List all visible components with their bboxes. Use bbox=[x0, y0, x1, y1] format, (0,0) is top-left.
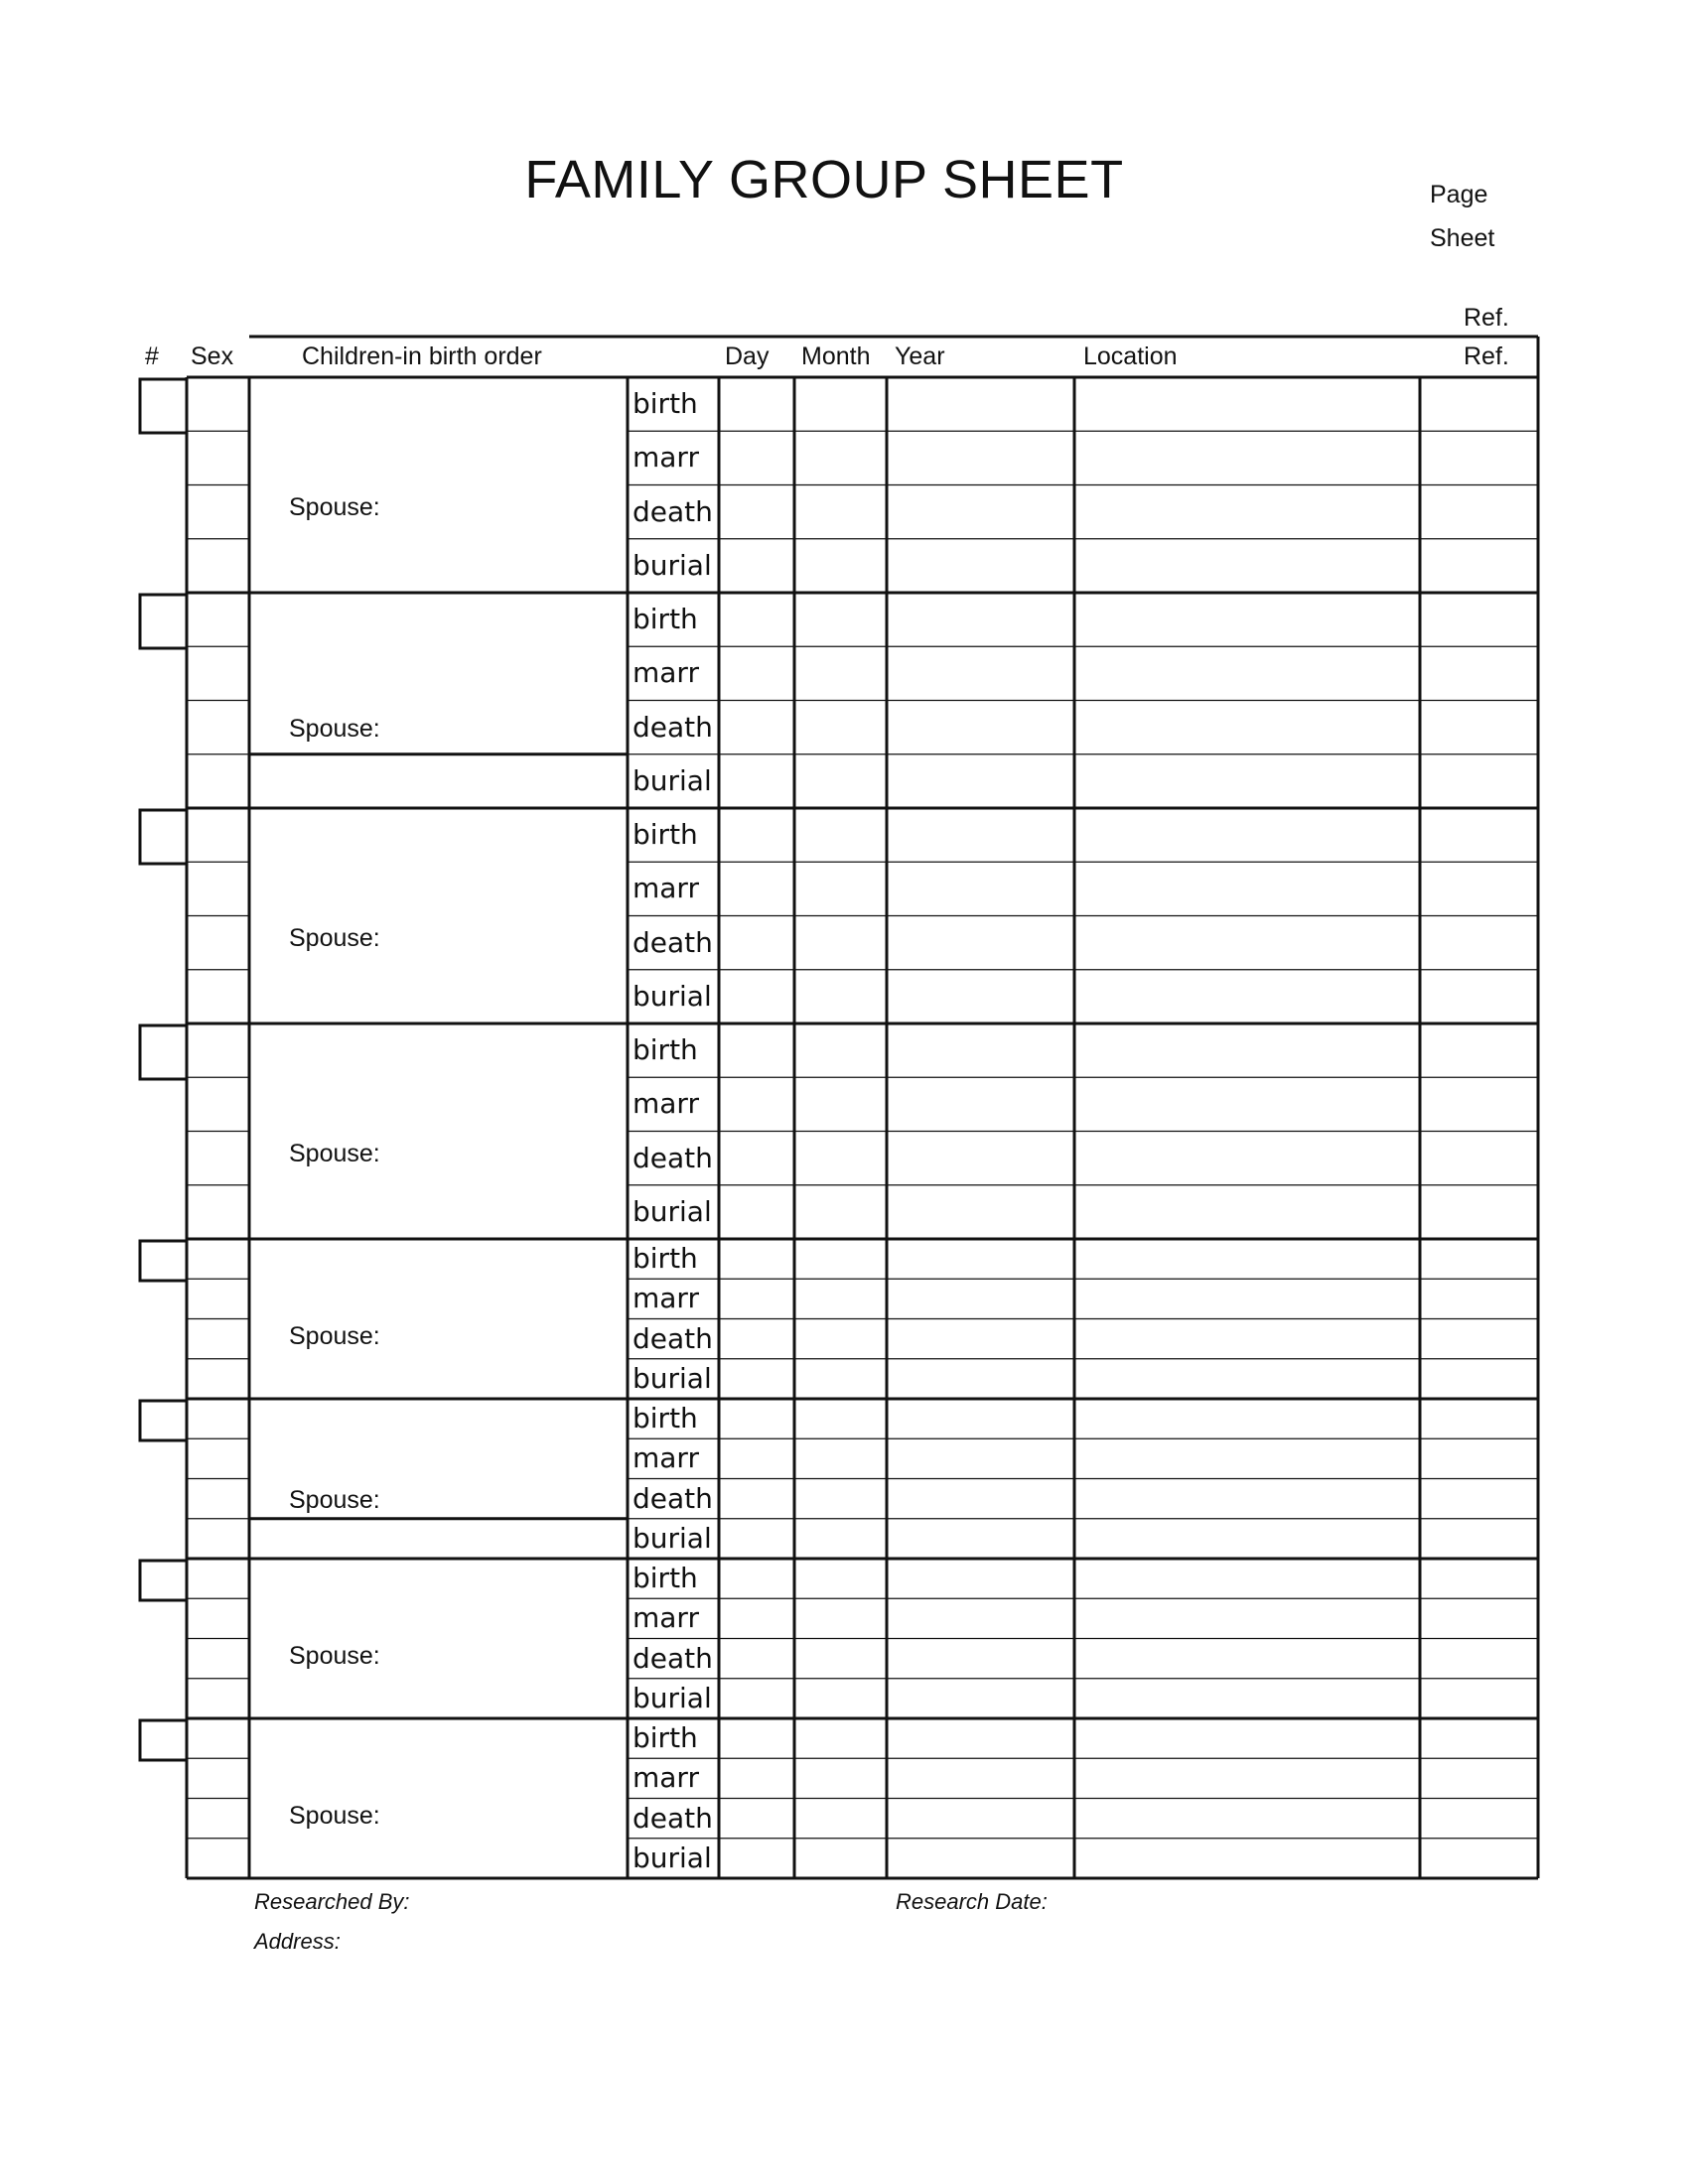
child-number-box[interactable] bbox=[140, 1561, 187, 1600]
column-header-year: Year bbox=[895, 342, 945, 370]
ref-label-top: Ref. bbox=[1464, 304, 1509, 332]
event-label-burial: burial bbox=[633, 1361, 712, 1395]
event-label-birth: birth bbox=[633, 603, 698, 636]
event-label-birth: birth bbox=[633, 1033, 698, 1067]
sheet-label: Sheet bbox=[1430, 224, 1495, 252]
event-label-burial: burial bbox=[633, 763, 712, 797]
column-header-number: # bbox=[145, 342, 159, 370]
event-label-burial: burial bbox=[633, 1681, 712, 1714]
page-label: Page bbox=[1430, 181, 1488, 208]
event-label-death: death bbox=[633, 1481, 713, 1515]
event-label-death: death bbox=[633, 1321, 713, 1355]
event-label-birth: birth bbox=[633, 1242, 698, 1276]
page-title: FAMILY GROUP SHEET bbox=[524, 150, 1124, 209]
column-header-children: Children-in birth order bbox=[302, 342, 542, 370]
child-number-box[interactable] bbox=[140, 1025, 187, 1079]
spouse-label: Spouse: bbox=[289, 1321, 380, 1350]
child-number-box[interactable] bbox=[140, 595, 187, 648]
spouse-label: Spouse: bbox=[289, 714, 380, 743]
event-label-death: death bbox=[633, 1641, 713, 1675]
event-label-birth: birth bbox=[633, 818, 698, 852]
event-label-birth: birth bbox=[633, 1562, 698, 1595]
event-label-death: death bbox=[633, 1141, 713, 1174]
column-header-ref: Ref. bbox=[1464, 342, 1509, 370]
column-header-month: Month bbox=[801, 342, 871, 370]
event-label-death: death bbox=[633, 1801, 713, 1835]
spouse-label: Spouse: bbox=[289, 1641, 380, 1670]
event-label-marr: marr bbox=[633, 1761, 699, 1795]
column-header-sex: Sex bbox=[191, 342, 234, 370]
event-label-marr: marr bbox=[633, 441, 699, 475]
event-label-burial: burial bbox=[633, 979, 712, 1013]
child-number-box[interactable] bbox=[140, 1401, 187, 1440]
column-header-day: Day bbox=[725, 342, 770, 370]
address-label: Address: bbox=[254, 1929, 341, 1954]
event-label-marr: marr bbox=[633, 1601, 699, 1635]
event-label-birth: birth bbox=[633, 1402, 698, 1435]
event-label-burial: burial bbox=[633, 1521, 712, 1555]
spouse-label: Spouse: bbox=[289, 924, 380, 953]
child-number-box[interactable] bbox=[140, 810, 187, 864]
event-label-death: death bbox=[633, 925, 713, 959]
researched-by-label: Researched By: bbox=[254, 1889, 410, 1914]
spouse-label: Spouse: bbox=[289, 1485, 380, 1514]
child-number-box[interactable] bbox=[140, 1720, 187, 1760]
event-label-birth: birth bbox=[633, 387, 698, 421]
event-label-marr: marr bbox=[633, 872, 699, 905]
research-date-label: Research Date: bbox=[896, 1889, 1048, 1914]
child-number-box[interactable] bbox=[140, 379, 187, 433]
spouse-label: Spouse: bbox=[289, 493, 380, 522]
child-number-box[interactable] bbox=[140, 1241, 187, 1281]
event-label-marr: marr bbox=[633, 1441, 699, 1475]
event-label-marr: marr bbox=[633, 1282, 699, 1315]
event-label-marr: marr bbox=[633, 656, 699, 690]
event-label-burial: burial bbox=[633, 548, 712, 582]
spouse-label: Spouse: bbox=[289, 1801, 380, 1830]
spouse-label: Spouse: bbox=[289, 1140, 380, 1168]
event-label-marr: marr bbox=[633, 1087, 699, 1121]
column-header-location: Location bbox=[1083, 342, 1178, 370]
event-label-burial: burial bbox=[633, 1841, 712, 1874]
event-label-death: death bbox=[633, 710, 713, 744]
event-label-birth: birth bbox=[633, 1721, 698, 1755]
event-label-death: death bbox=[633, 494, 713, 528]
event-label-burial: burial bbox=[633, 1194, 712, 1228]
